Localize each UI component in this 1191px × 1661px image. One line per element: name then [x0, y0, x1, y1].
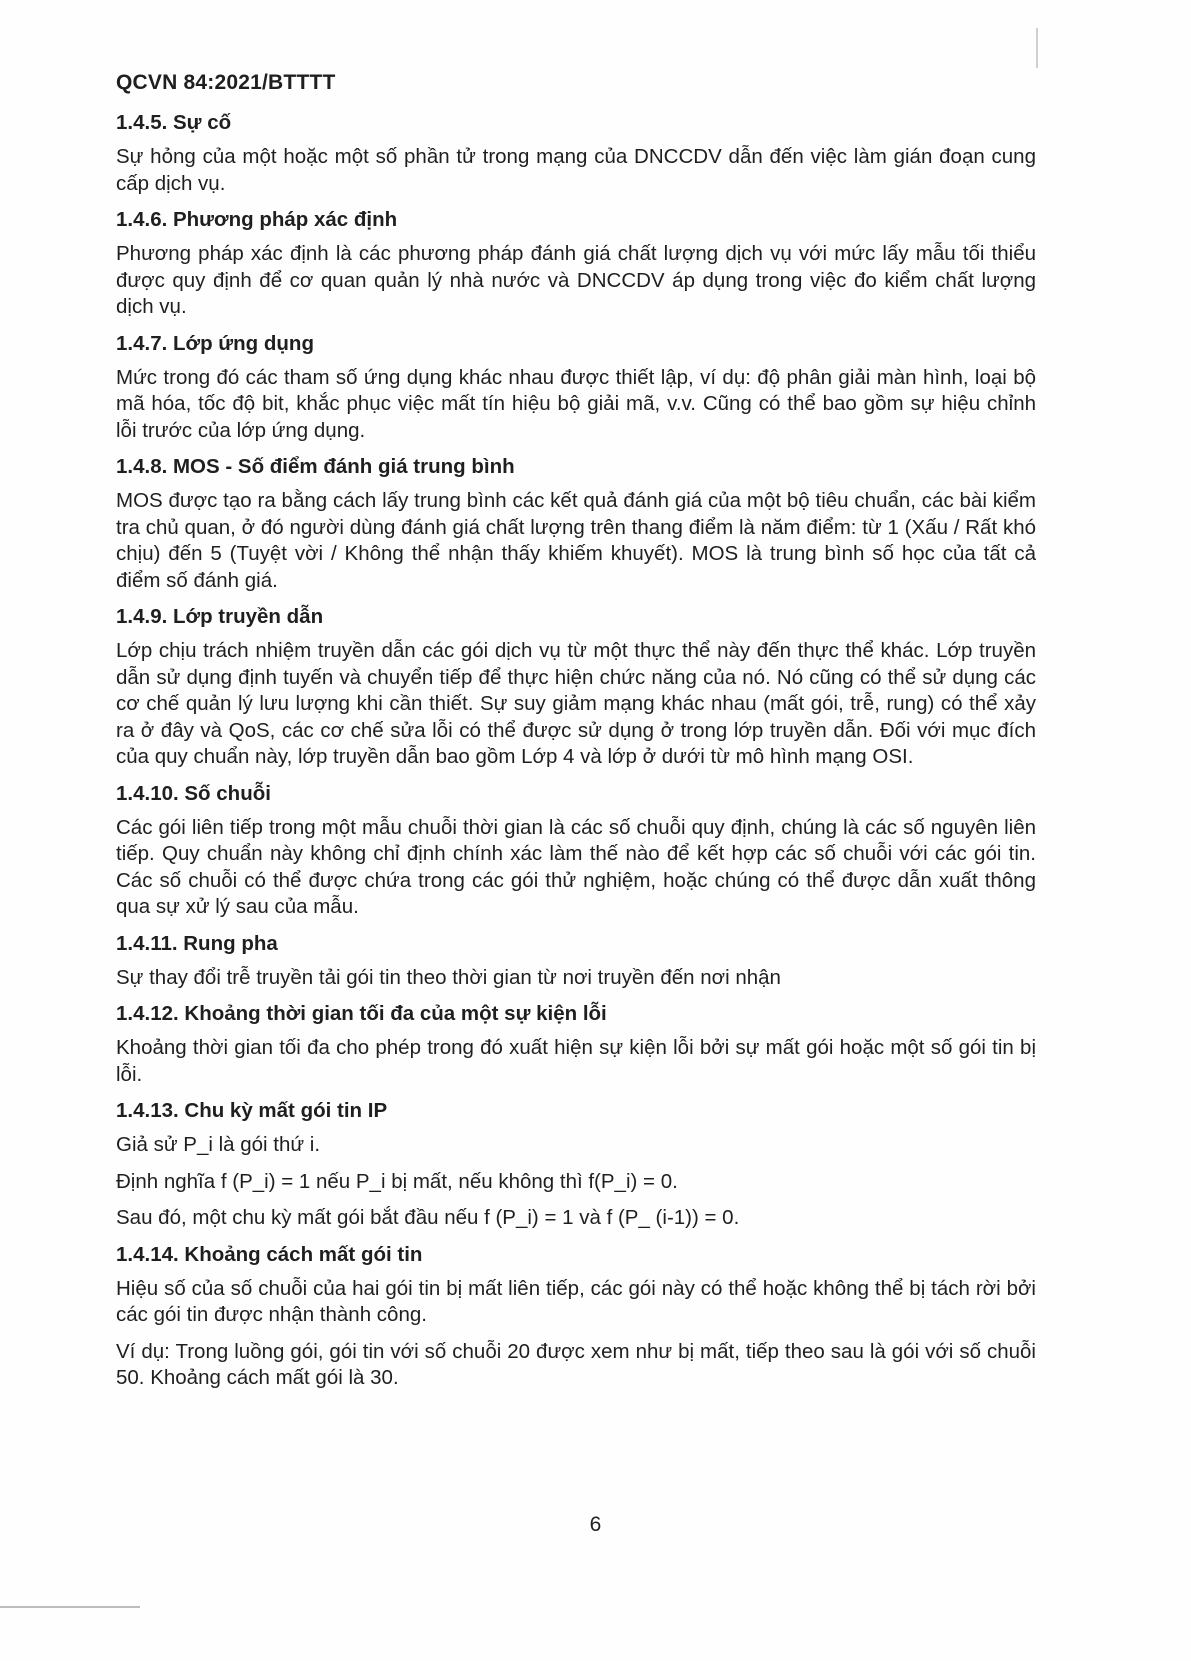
section-heading: 1.4.12. Khoảng thời gian tối đa của một sự kiện lỗi — [116, 1002, 607, 1025]
section-paragraph: Lớp chịu trách nhiệm truyền dẫn các gói dịch vụ từ một thực thể này đến thực thể khác. Lớp truyền dẫn sử dụng định tuyến và chuyển tiếp để thực hiện chức năng của nó. Nó cũng có thể sử dụng các cơ chế quản lý lưu lượng khi cần thiết. Sự suy giảm mạng khác nhau (mất gói, trễ, rung) có thể xảy ra ở đây và QoS, các cơ chế sửa lỗi có thể được sử dụng ở trong lớp truyền dẫn. Đối với mục đích của quy chuẩn này, lớp truyền dẫn bao gồm Lớp 4 và lớp ở dưới từ mô hình mạng OSI. — [116, 639, 1036, 768]
section-paragraph: Các gói liên tiếp trong một mẫu chuỗi thời gian là các số chuỗi quy định, chúng là các số nguyên liên tiếp. Quy chuẩn này không chỉ định chính xác làm thế nào để kết hợp các số chuỗi với các gói tin. Các số chuỗi có thể được chứa trong các gói thử nghiệm, hoặc chúng có thể được dẫn xuất thông qua sự xử lý sau của mẫu. — [116, 815, 1036, 918]
section-heading: 1.4.8. MOS - Số điểm đánh giá trung bình — [116, 455, 515, 478]
section-heading: 1.4.6. Phương pháp xác định — [116, 208, 398, 231]
section-paragraph: Khoảng thời gian tối đa cho phép trong đó xuất hiện sự kiện lỗi bởi sự mất gói hoặc một số gói tin bị lỗi. — [116, 1036, 1036, 1086]
scan-edge-mark — [0, 1606, 140, 1608]
section — [116, 110, 1036, 197]
section — [116, 1001, 1036, 1088]
section-heading: 1.4.11. Rung pha — [116, 931, 278, 955]
section — [116, 331, 1036, 445]
section — [116, 931, 1036, 992]
document-code: QCVN 84:2021/BTTTT — [116, 71, 336, 94]
scan-corner-mark — [1036, 28, 1038, 68]
section-paragraph: Định nghĩa f (P_i) = 1 nếu P_i bị mất, nếu không thì f(P_i) = 0. — [116, 1169, 678, 1193]
document-body — [116, 70, 1036, 1402]
section-heading: 1.4.5. Sự cố — [116, 111, 232, 134]
section — [116, 1242, 1036, 1392]
section-heading: 1.4.7. Lớp ứng dụng — [116, 331, 314, 355]
section-paragraph: Sau đó, một chu kỳ mất gói bắt đầu nếu f (P_i) = 1 và f (P_ (i-1)) = 0. — [116, 1206, 740, 1229]
section-paragraph: Sự thay đổi trễ truyền tải gói tin theo thời gian từ nơi truyền đến nơi nhận — [116, 965, 781, 989]
section — [116, 454, 1036, 594]
section — [116, 781, 1036, 921]
section — [116, 604, 1036, 771]
section — [116, 1098, 1036, 1232]
section-paragraph: Ví dụ: Trong luồng gói, gói tin với số chuỗi 20 được xem như bị mất, tiếp theo sau là gói với số chuỗi 50. Khoảng cách mất gói là 30. — [116, 1339, 1036, 1389]
section-paragraph: Giả sử P_i là gói thứ i. — [116, 1133, 321, 1156]
section — [116, 207, 1036, 321]
section-paragraph: MOS được tạo ra bằng cách lấy trung bình các kết quả đánh giá của một bộ tiêu chuẩn, các bài kiểm tra chủ quan, ở đó người dùng đánh giá chất lượng trên thang điểm là năm điểm: từ 1 (Xấu / Rất khó chịu) đến 5 (Tuyệt vời / Không thể nhận thấy khiếm khuyết). MOS là trung bình số học của tất cả điểm số đánh giá. — [116, 489, 1036, 592]
section-heading: 1.4.9. Lớp truyền dẫn — [116, 605, 324, 628]
sections-container — [116, 110, 1036, 1392]
section-paragraph: Mức trong đó các tham số ứng dụng khác nhau được thiết lập, ví dụ: độ phân giải màn hình, loại bộ mã hóa, tốc độ bit, khắc phục việc mất tín hiệu bộ giải mã, v.v. Cũng có thể bao gồm sự hiệu chỉnh lỗi trước của lớp ứng dụng. — [116, 365, 1036, 442]
section-paragraph: Phương pháp xác định là các phương pháp đánh giá chất lượng dịch vụ với mức lấy mẫu tối thiểu được quy định để cơ quan quản lý nhà nước và DNCCDV áp dụng trong việc đo kiểm chất lượng dịch vụ. — [116, 242, 1036, 318]
section-heading: 1.4.10. Số chuỗi — [116, 781, 271, 805]
section-paragraph: Sự hỏng của một hoặc một số phần tử trong mạng của DNCCDV dẫn đến việc làm gián đoạn cung cấp dịch vụ. — [116, 145, 1036, 195]
section-paragraph: Hiệu số của số chuỗi của hai gói tin bị mất liên tiếp, các gói này có thể hoặc không thể bị tách rời bởi các gói tin được nhận thành công. — [116, 1276, 1036, 1326]
section-heading: 1.4.13. Chu kỳ mất gói tin IP — [116, 1099, 388, 1122]
section-heading: 1.4.14. Khoảng cách mất gói tin — [116, 1242, 423, 1266]
page-number: 6 — [589, 1513, 602, 1536]
